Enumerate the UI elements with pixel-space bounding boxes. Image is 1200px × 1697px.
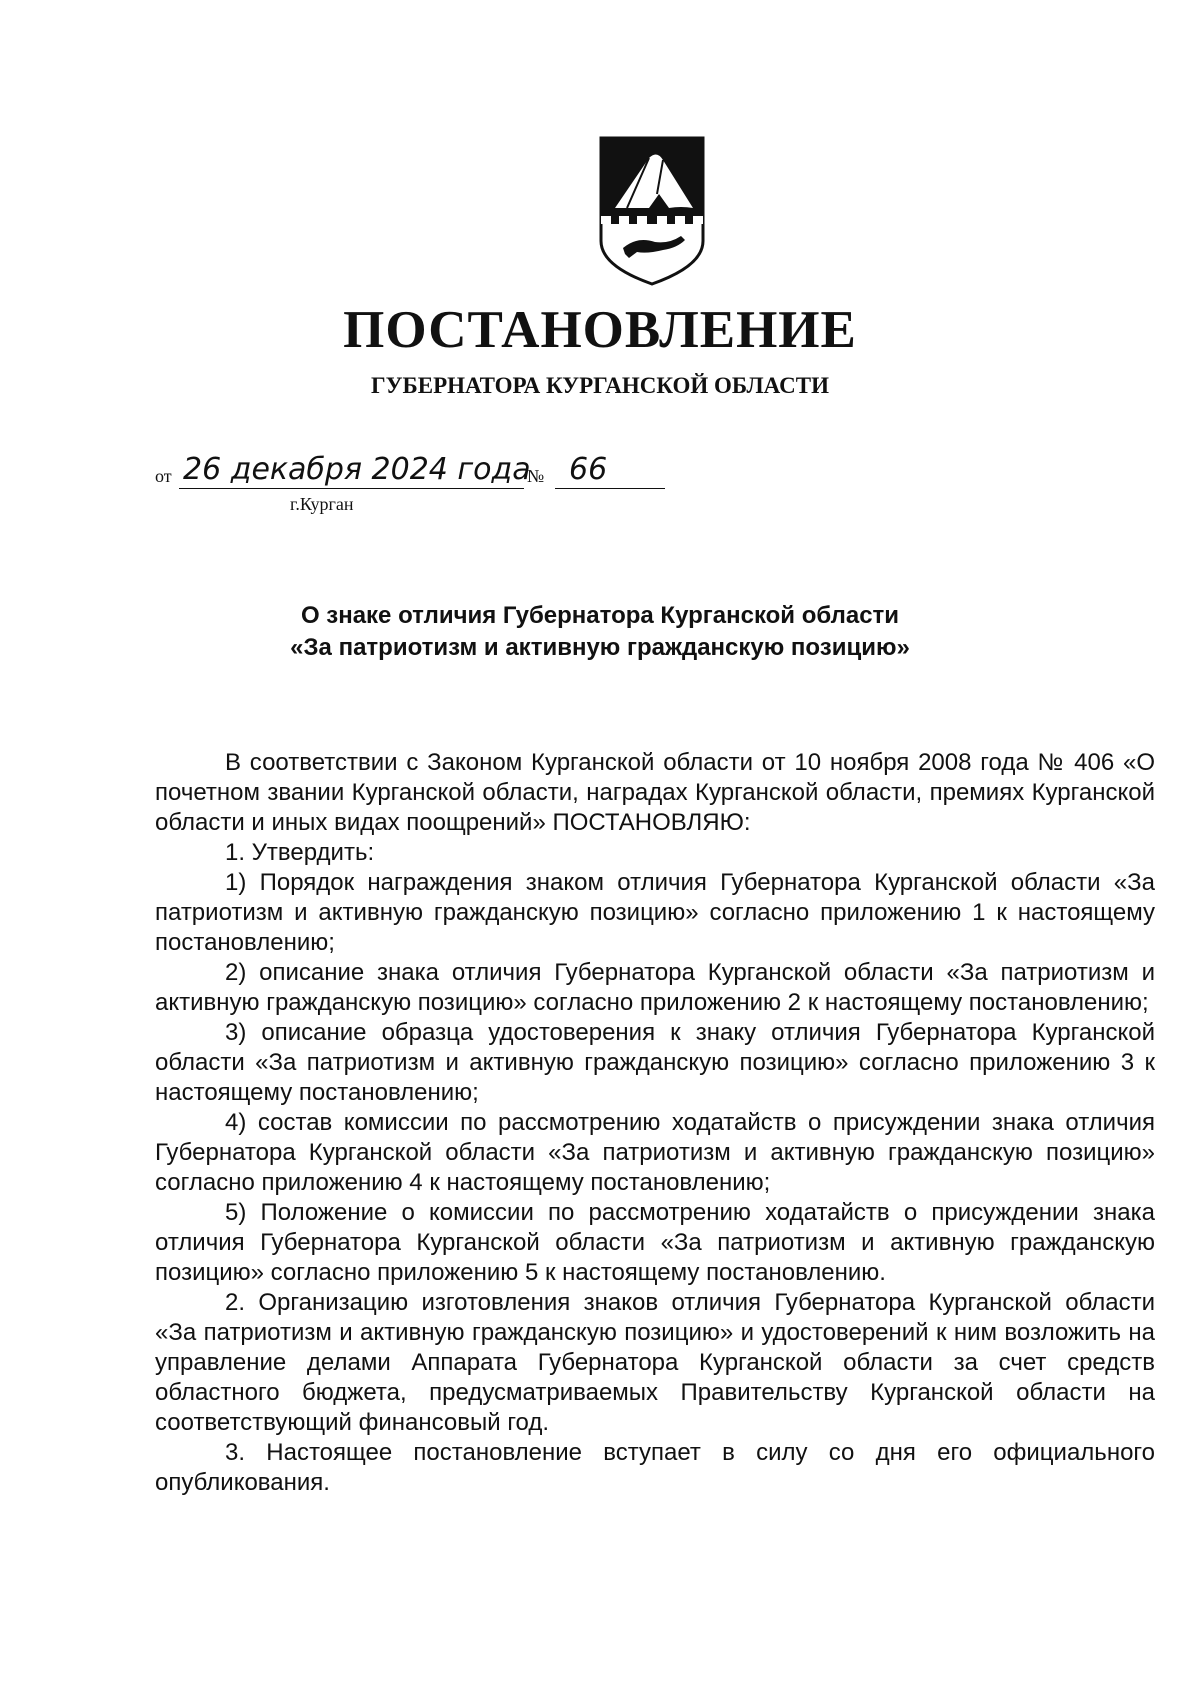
heading-line-1: О знаке отличия Губернатора Курганской области <box>300 602 900 629</box>
paragraph: 3) описание образца удостоверения к знаку отличия Губернатора Курганской области «За патриотизм и активную гражданскую позицию» согласно приложению 3 к настоящему постановлению; <box>155 1019 1155 1106</box>
paragraph: 3. Настоящее постановление вступает в силу со дня его официального опубликования. <box>155 1439 1155 1496</box>
date-number-line <box>155 448 675 528</box>
paragraph: В соответствии с Законом Курганской области от 10 ноября 2008 года № 406 «О почетном звании Курганской области, наградах Курганской области, премиях Курганской области и иных видах поощрений» ПОСТАНОВЛЯЮ: <box>155 749 1155 836</box>
coat-of-arms-emblem <box>597 136 707 286</box>
document-subtitle: ГУБЕРНАТОРА КУРГАНСКОЙ ОБЛАСТИ <box>371 373 829 398</box>
paragraph: 2) описание знака отличия Губернатора Курганской области «За патриотизм и активную гражданскую позицию» согласно приложению 2 к настоящему постановлению; <box>155 959 1155 1016</box>
document-body <box>155 748 1155 1498</box>
handwritten-date: 26 декабря 2024 года <box>183 452 531 487</box>
number-sign: № <box>527 466 545 486</box>
paragraph: 1) Порядок награждения знаком отличия Губернатора Курганской области «За патриотизм и активную гражданскую позицию» согласно приложению 1 к настоящему постановлению; <box>155 869 1155 956</box>
heading-line-2: «За патриотизм и активную гражданскую позицию» <box>290 634 910 661</box>
date-underline <box>179 488 524 489</box>
paragraph: 4) состав комиссии по рассмотрению ходатайств о присуждении знака отличия Губернатора Курганской области «За патриотизм и активную гражданскую позицию» согласно приложению 4 к настоящему постановлению; <box>155 1109 1155 1196</box>
city-label: г.Курган <box>290 494 354 514</box>
date-prefix: от <box>155 466 172 486</box>
paragraph: 2. Организацию изготовления знаков отличия Губернатора Курганской области «За патриотизм и активную гражданскую позицию» и удостоверений к ним возложить на управление делами Аппарата Губернатора Курганской области за счет средств областного бюджета, предусматриваемых Правительству Курганской области на соответствующий финансовый год. <box>155 1289 1155 1436</box>
handwritten-number: 66 <box>569 452 608 487</box>
paragraph: 5) Положение о комиссии по рассмотрению ходатайств о присуждении знака отличия Губернатора Курганской области «За патриотизм и активную гражданскую позицию» согласно приложению 5 к настоящему постановлению. <box>155 1199 1155 1286</box>
paragraph: 1. Утвердить: <box>225 839 375 866</box>
document-title: ПОСТАНОВЛЕНИЕ <box>343 301 857 359</box>
document-heading <box>0 600 1200 664</box>
number-underline <box>555 488 665 489</box>
